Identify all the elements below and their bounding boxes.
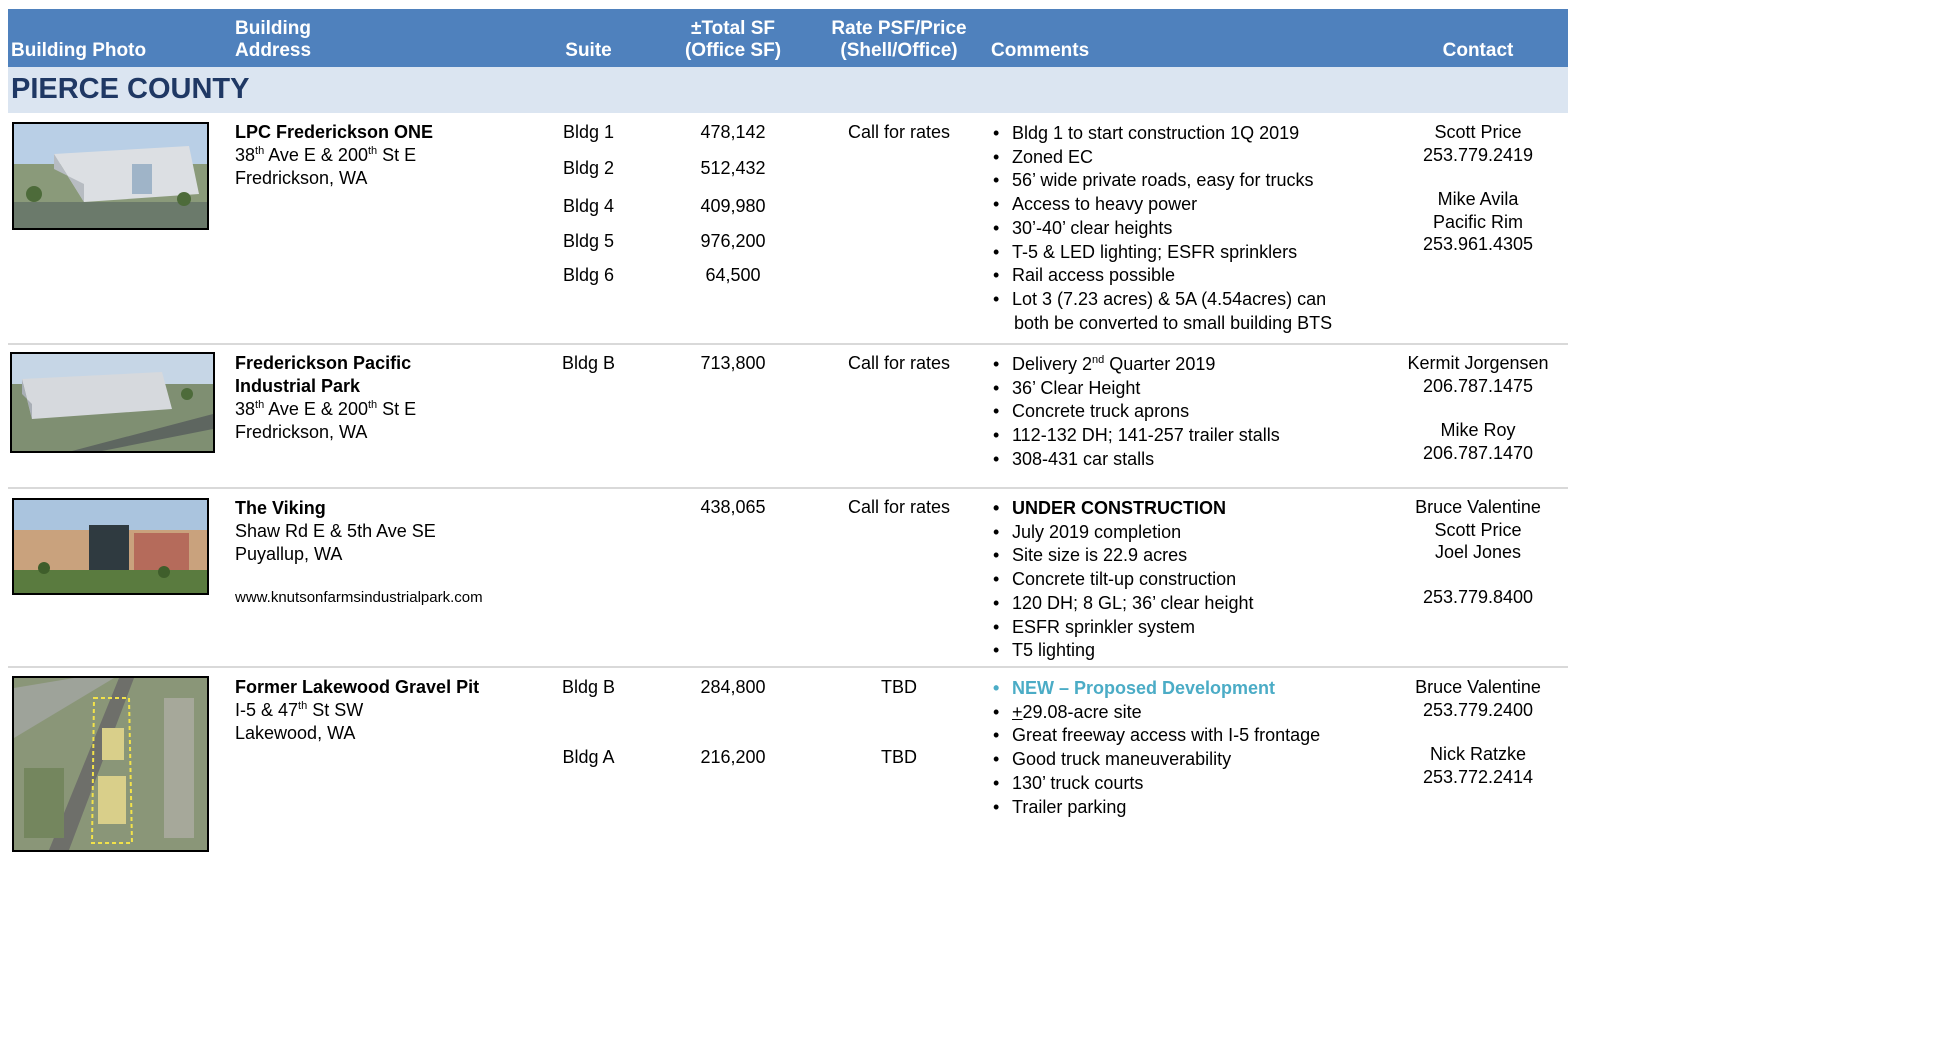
- contact-name: Scott Price: [1434, 519, 1522, 540]
- comment-item-new: • NEW – Proposed Development: [993, 677, 1320, 701]
- comment-item: • Bldg 1 to start construction 1Q 2019: [993, 122, 1332, 146]
- header-rate-line1: Rate PSF/Price: [831, 18, 967, 39]
- comment-list: [993, 677, 1320, 819]
- contact-cell: [1398, 121, 1558, 256]
- street-address: 38th Ave E & 200th St E: [235, 145, 417, 165]
- comment-item: • ESFR sprinkler system: [993, 616, 1253, 640]
- comment-item: • Site size is 22.9 acres: [993, 544, 1253, 568]
- comment-item: • T-5 & LED lighting; ESFR sprinklers: [993, 241, 1332, 265]
- contact-cell: [1398, 496, 1558, 608]
- street-address: Shaw Rd E & 5th Ave SE: [235, 521, 436, 541]
- header-rate: [820, 18, 978, 62]
- aerial-site-photo: [12, 676, 209, 852]
- comment-list: [993, 353, 1280, 472]
- contact-name: Bruce Valentine: [1415, 497, 1541, 517]
- comment-item: • July 2019 completion: [993, 521, 1253, 545]
- header-sf-line1: ±Total SF: [691, 18, 775, 39]
- header-comments: Comments: [991, 40, 1090, 61]
- sf-cell: 64,500: [705, 265, 761, 285]
- header-building-address: [235, 18, 311, 62]
- contact-phone: 253.779.2400: [1422, 699, 1534, 720]
- header-contact: Contact: [1442, 40, 1514, 61]
- listing-row-2: [8, 345, 1568, 487]
- sf-cell: 713,800: [700, 353, 766, 373]
- building-rendering-photo: [12, 122, 209, 230]
- header-total-sf: [666, 18, 800, 62]
- listing-address: [235, 497, 483, 609]
- listing-row-1: [8, 113, 1568, 343]
- comment-item: • Concrete truck aprons: [993, 400, 1280, 424]
- comment-item: • Lot 3 (7.23 acres) & 5A (4.54acres) can: [993, 288, 1332, 312]
- contact-phone: 206.787.1475: [1422, 375, 1534, 396]
- listing-row-4: [8, 668, 1568, 858]
- building-rendering-photo: [12, 498, 209, 595]
- contact-cell: [1398, 352, 1558, 464]
- suite-cell: Bldg 6: [562, 265, 615, 285]
- comment-item: • 130’ truck courts: [993, 772, 1320, 796]
- sf-cell: 976,200: [700, 231, 766, 251]
- contact-name: Nick Ratzke: [1429, 744, 1527, 764]
- comment-item: • Great freeway access with I-5 frontage: [993, 724, 1320, 748]
- comment-item: • 120 DH; 8 GL; 36’ clear height: [993, 592, 1253, 616]
- contact-phone: 206.787.1470: [1422, 442, 1534, 463]
- city: Puyallup, WA: [235, 544, 343, 564]
- rate-cell: Call for rates: [847, 353, 951, 373]
- suite-cell: Bldg B: [561, 353, 616, 373]
- comment-item: • Access to heavy power: [993, 193, 1332, 217]
- sf-cell: 478,142: [700, 122, 766, 142]
- contact-phone: 253.779.8400: [1422, 586, 1534, 607]
- sf-cell: 284,800: [700, 677, 766, 697]
- street-address: 38th Ave E & 200th St E: [235, 399, 417, 419]
- street-address: I-5 & 47th St SW: [235, 700, 364, 720]
- contact-phone: 253.772.2414: [1422, 766, 1534, 787]
- comment-item-continued: both be converted to small building BTS: [1014, 312, 1333, 333]
- comment-item: • 56’ wide private roads, easy for trucks: [993, 169, 1332, 193]
- header-address-line1: Building: [235, 18, 311, 39]
- suite-cell: Bldg 5: [562, 231, 615, 251]
- comment-item: • UNDER CONSTRUCTION: [993, 497, 1253, 521]
- comment-item: • Trailer parking: [993, 796, 1320, 820]
- sf-cell: 512,432: [700, 158, 766, 178]
- comment-list: [993, 497, 1253, 663]
- rate-cell: TBD: [881, 747, 917, 767]
- comment-item: • 308-431 car stalls: [993, 448, 1280, 472]
- contact-phone: 253.779.2419: [1422, 144, 1534, 165]
- contact-name: Mike Roy: [1440, 420, 1516, 440]
- listing-address: [235, 121, 433, 190]
- building-rendering-photo: [10, 352, 215, 453]
- building-name: Frederickson Pacific Industrial Park: [235, 353, 412, 396]
- building-name: Former Lakewood Gravel Pit: [235, 677, 480, 697]
- contact-name: Kermit Jorgensen: [1407, 353, 1549, 373]
- comment-item: • 36’ Clear Height: [993, 377, 1280, 401]
- city: Lakewood, WA: [235, 723, 356, 743]
- comment-list: [993, 122, 1332, 335]
- comment-item: • 112-132 DH; 141-257 trailer stalls: [993, 424, 1280, 448]
- header-address-line2: Address: [235, 40, 312, 61]
- table-header: [8, 9, 1568, 67]
- comment-item: • T5 lighting: [993, 639, 1253, 663]
- city: Fredrickson, WA: [235, 422, 368, 442]
- suite-cell: Bldg B: [561, 677, 616, 697]
- listing-address: [235, 352, 416, 444]
- comment-item: • Good truck maneuverability: [993, 748, 1320, 772]
- contact-company: Pacific Rim: [1432, 211, 1523, 232]
- header-suite: Suite: [565, 40, 612, 61]
- comment-item: • +29.08-acre site: [993, 701, 1320, 725]
- contact-name: Mike Avila: [1437, 189, 1519, 209]
- rate-cell: Call for rates: [847, 497, 951, 517]
- section-title: PIERCE COUNTY: [11, 73, 250, 105]
- comment-item: • 30’-40’ clear heights: [993, 217, 1332, 241]
- rate-cell: TBD: [881, 677, 917, 697]
- comment-item: • Zoned EC: [993, 146, 1332, 170]
- building-name: The Viking: [235, 498, 326, 518]
- sf-cell: 409,980: [700, 196, 766, 216]
- comment-item: • Concrete tilt-up construction: [993, 568, 1253, 592]
- contact-phone: 253.961.4305: [1422, 234, 1534, 254]
- comment-item: • Delivery 2nd Quarter 2019: [993, 353, 1280, 377]
- city: Fredrickson, WA: [235, 168, 368, 188]
- suite-cell: Bldg 1: [562, 122, 615, 142]
- contact-cell: [1398, 676, 1558, 788]
- building-name: LPC Frederickson ONE: [235, 122, 434, 142]
- suite-cell: Bldg 4: [562, 196, 615, 216]
- contact-name: Bruce Valentine: [1415, 677, 1541, 697]
- suite-cell: Bldg A: [562, 747, 615, 767]
- contact-name: Scott Price: [1434, 122, 1522, 142]
- header-building-photo: Building Photo: [11, 40, 147, 61]
- header-sf-line2: (Office SF): [684, 40, 782, 61]
- sf-cell: 438,065: [700, 497, 766, 517]
- sf-cell: 216,200: [700, 747, 766, 767]
- contact-name: Joel Jones: [1434, 542, 1522, 562]
- suite-cell: Bldg 2: [562, 158, 615, 178]
- rate-cell: Call for rates: [847, 122, 951, 142]
- section-band: [8, 67, 1568, 113]
- listing-row-3: [8, 489, 1568, 666]
- website-link[interactable]: www.knutsonfarmsindustrialpark.com: [235, 589, 483, 606]
- comment-item: • Rail access possible: [993, 264, 1332, 288]
- listing-address: [235, 676, 479, 745]
- header-rate-line2: (Shell/Office): [840, 40, 958, 61]
